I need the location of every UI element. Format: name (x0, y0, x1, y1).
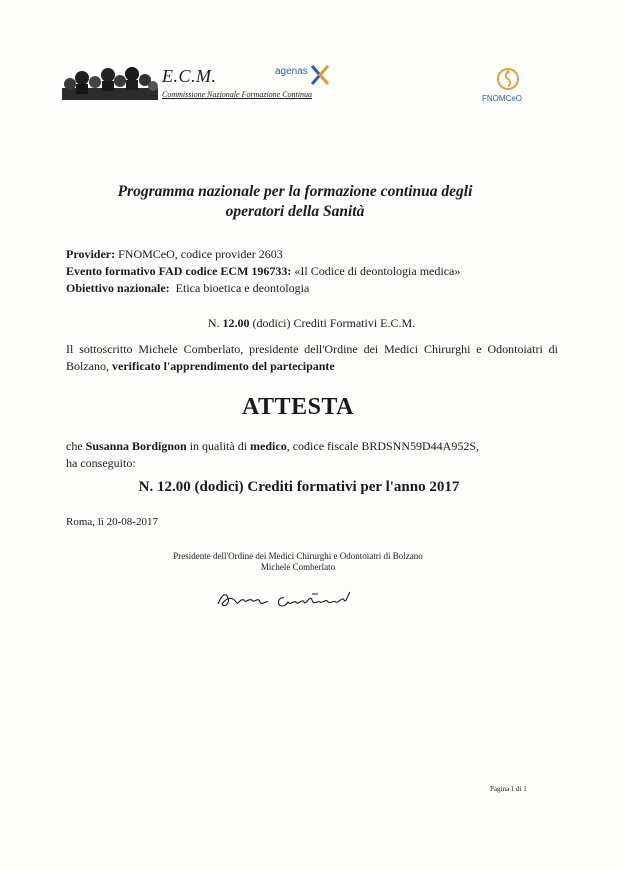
ecm-title: E.C.M. (162, 66, 217, 86)
handwritten-signature (214, 584, 364, 614)
declaration-paragraph (66, 341, 558, 375)
president-name: Michele Comberlato (260, 562, 336, 572)
participant-text-3: , codice fiscale BRDSNN59D44A952S, (286, 439, 480, 453)
event-value: «Il Codice di deontologia medica» (291, 264, 461, 278)
objective-label: Obiettivo nazionale: (66, 281, 170, 295)
place-date: Roma, lì 20-08-2017 (66, 516, 158, 528)
attesta-heading: ATTESTA (242, 394, 354, 420)
page-number: Pagina 1 di 1 (490, 785, 527, 793)
participant-role: medico (250, 439, 287, 453)
participant-text-1: che (66, 439, 86, 453)
president-title: Presidente dell'Ordine dei Medici Chirurghi e Odontoiatri di Bolzano (173, 551, 423, 561)
agenas-logo-icon (310, 64, 330, 86)
agenas-label: agenas (275, 66, 308, 77)
objective-value: Etica bioetica e deontologia (169, 281, 310, 295)
credits-summary (0, 316, 623, 331)
participant-text-2: in qualità di (186, 439, 251, 453)
main-credits: N. 12.00 (dodici) Crediti formativi per l'anno 2017 (138, 479, 460, 495)
provider-label: Provider: (66, 247, 116, 261)
ecm-group-photo-logo (62, 62, 158, 100)
provider-line (66, 247, 283, 262)
participant-line2: ha conseguito: (66, 456, 136, 470)
program-title-line1: Programma nazionale per la formazione continua degli (117, 183, 473, 200)
event-line (66, 264, 460, 279)
participant-line1 (66, 438, 558, 455)
participant-paragraph (66, 438, 558, 472)
fnomceo-label: FNOMCeO (482, 94, 522, 103)
program-title (60, 182, 530, 222)
provider-value: FNOMCeO, codice provider 2603 (115, 247, 283, 261)
credits-prefix: N. (207, 316, 223, 330)
declaration-bold: verificato l'apprendimento del partecipante (112, 359, 335, 373)
participant-name: Susanna Bordignon (85, 439, 187, 453)
credits-number: 12.00 (222, 316, 250, 330)
credits-suffix: (dodici) Crediti Formativi E.C.M. (249, 316, 416, 330)
program-title-line2: operatori della Sanità (225, 203, 365, 220)
fnomceo-logo-icon (496, 67, 520, 91)
declaration-text: Il sottoscritto Michele Comberlato, presidente dell'Ordine dei Medici Chirurghi e Odontoiatri di Bolzano, (66, 342, 558, 373)
objective-line (66, 281, 309, 296)
ecm-subtitle: Commissione Nazionale Formazione Continua (162, 90, 313, 99)
event-label: Evento formativo FAD codice ECM 196733: (66, 264, 292, 278)
president-block (0, 551, 596, 573)
